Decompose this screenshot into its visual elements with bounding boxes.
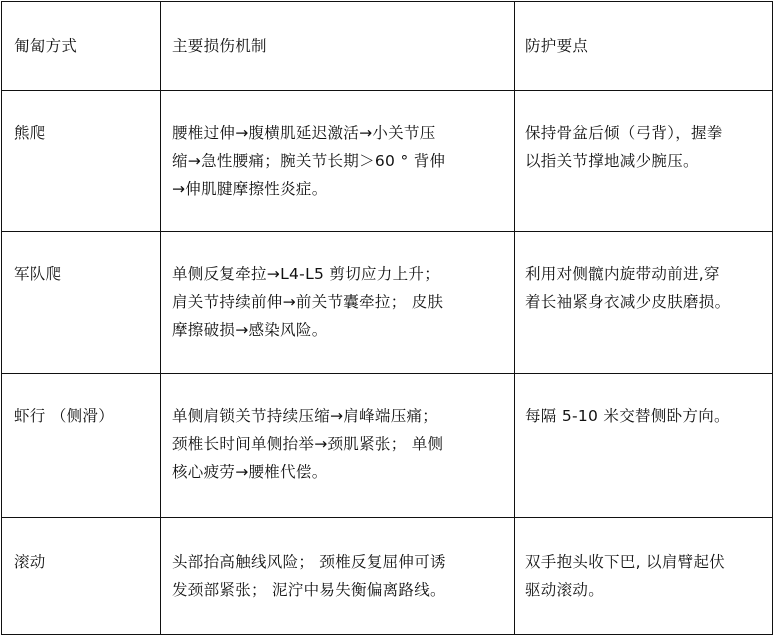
protection-line: 着长袖紧身衣减少皮肤磨损。 bbox=[525, 293, 731, 311]
mechanism-cell bbox=[161, 518, 515, 635]
table-row bbox=[2, 232, 773, 374]
protection-line: 驱动滚动。 bbox=[525, 581, 605, 599]
protection-cell bbox=[515, 374, 773, 518]
mechanism-line: 颈椎长时间单侧抬举→颈肌紧张； 单侧 bbox=[172, 435, 444, 453]
protection-line: 每隔 5-10 米交替侧卧方向。 bbox=[525, 407, 730, 425]
header-protection-text: 防护要点 bbox=[525, 37, 589, 55]
mechanism-line: →伸肌腱摩擦性炎症。 bbox=[172, 180, 328, 198]
method-text: 虾行 （侧滑） bbox=[14, 407, 115, 425]
mechanism-line: 核心疲劳→腰椎代偿。 bbox=[172, 463, 328, 481]
mechanism-line: 单侧肩锁关节持续压缩→肩峰端压痛； bbox=[172, 407, 439, 425]
mechanism-line: 头部抬高触线风险； 颈椎反复屈伸可诱 bbox=[172, 553, 446, 571]
protection-line: 双手抱头收下巴, 以肩臂起伏 bbox=[525, 553, 726, 571]
protection-line: 保持骨盆后倾（弓背），握拳 bbox=[525, 124, 723, 142]
protection-line: 利用对侧髋内旋带动前进,穿 bbox=[525, 265, 720, 283]
method-cell bbox=[2, 91, 161, 232]
mechanism-cell bbox=[161, 232, 515, 374]
mechanism-cell bbox=[161, 91, 515, 232]
method-text: 军队爬 bbox=[14, 265, 62, 283]
header-cell-mechanism bbox=[161, 2, 515, 91]
header-method-text: 匍匐方式 bbox=[14, 37, 78, 55]
protection-cell bbox=[515, 91, 773, 232]
mechanism-line: 发颈部紧张； 泥泞中易失衡偏离路线。 bbox=[172, 581, 446, 599]
method-cell bbox=[2, 374, 161, 518]
injury-protection-table bbox=[1, 1, 773, 635]
table-row bbox=[2, 518, 773, 635]
mechanism-line: 单侧反复牵拉→L4-L5 剪切应力上升； bbox=[172, 265, 441, 283]
header-cell-protection bbox=[515, 2, 773, 91]
protection-cell bbox=[515, 518, 773, 635]
method-cell bbox=[2, 518, 161, 635]
table-row bbox=[2, 91, 773, 232]
method-text: 熊爬 bbox=[14, 124, 46, 142]
protection-line: 以指关节撑地减少腕压。 bbox=[525, 152, 699, 170]
method-text: 滚动 bbox=[14, 553, 46, 571]
mechanism-line: 腰椎过伸→腹横肌延迟激活→小关节压 bbox=[172, 124, 436, 142]
mechanism-line: 摩擦破损→感染风险。 bbox=[172, 321, 328, 339]
table-header-row bbox=[2, 2, 773, 91]
mechanism-line: 缩→急性腰痛；腕关节长期＞60 ° 背伸 bbox=[172, 152, 446, 170]
header-mechanism-text: 主要损伤机制 bbox=[172, 37, 267, 55]
protection-cell bbox=[515, 232, 773, 374]
mechanism-line: 肩关节持续前伸→前关节囊牵拉； 皮肤 bbox=[172, 293, 444, 311]
mechanism-cell bbox=[161, 374, 515, 518]
table-row bbox=[2, 374, 773, 518]
method-cell bbox=[2, 232, 161, 374]
header-cell-method bbox=[2, 2, 161, 91]
